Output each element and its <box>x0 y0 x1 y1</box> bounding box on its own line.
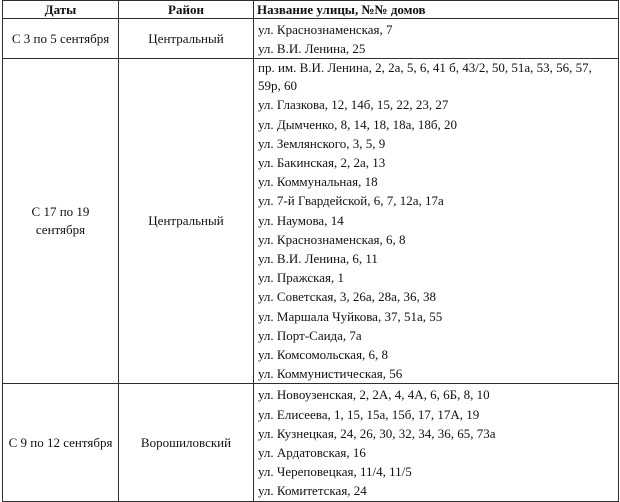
district-cell: Центральный <box>119 19 254 59</box>
dates-cell: С 3 по 5 сентября <box>3 19 119 59</box>
header-district: Район <box>119 1 254 19</box>
header-streets: Название улицы, №№ домов <box>254 1 619 19</box>
dates-cell: С 9 по 12 сентября <box>3 384 119 501</box>
table-row <box>3 19 619 59</box>
street-item: ул. Наумова, 14 <box>258 212 344 228</box>
street-item: ул. Коммунистическая, 56 <box>258 366 403 382</box>
table-row <box>3 384 619 501</box>
table-row <box>3 59 619 384</box>
street-item: ул. Советская, 3, 26а, 28а, 36, 38 <box>258 289 436 305</box>
header-dates: Даты <box>3 1 119 19</box>
street-item: ул. В.И. Ленина, 6, 11 <box>258 251 378 267</box>
street-item: ул. Краснознаменская, 6, 8 <box>258 231 406 247</box>
street-item: пр. им. В.И. Ленина, 2, 2а, 5, 6, 41 б, 43/2, 50, 51а, 53, 56, 57, 59р, 60 <box>258 60 592 94</box>
streets-cell <box>254 384 619 501</box>
street-item: ул. Елисеева, 1, 15, 15а, 15б, 17, 17А, 19 <box>258 406 480 422</box>
street-item: ул. Землянского, 3, 5, 9 <box>258 135 386 151</box>
street-item: ул. Череповецкая, 11/4, 11/5 <box>258 464 412 480</box>
street-item: ул. 7-й Гвардейской, 6, 7, 12а, 17а <box>258 193 444 209</box>
district-cell: Центральный <box>119 59 254 384</box>
street-item: ул. Комсомольская, 6, 8 <box>258 347 389 363</box>
street-item: ул. Глазкова, 12, 14б, 15, 22, 23, 27 <box>258 97 449 113</box>
street-item: ул. Маршала Чуйкова, 37, 51а, 55 <box>258 308 443 324</box>
streets-cell <box>254 59 619 384</box>
street-item: ул. Пражская, 1 <box>258 270 344 286</box>
street-item: ул. Новоузенская, 2, 2А, 4, 4А, 6, 6Б, 8, 10 <box>258 387 490 403</box>
header-row <box>3 1 619 19</box>
street-item: ул. Комитетская, 24 <box>258 483 367 499</box>
street-item: ул. Дымченко, 8, 14, 18, 18а, 18б, 20 <box>258 116 458 132</box>
street-item: ул. Ардатовская, 16 <box>258 445 366 461</box>
schedule-table <box>2 0 619 502</box>
street-item: ул. Краснознаменская, 7 <box>258 22 393 37</box>
street-item: ул. В.И. Ленина, 25 <box>258 41 366 57</box>
street-item: ул. Коммунальная, 18 <box>258 174 378 190</box>
street-item: ул. Бакинская, 2, 2а, 13 <box>258 155 386 171</box>
district-cell: Ворошиловский <box>119 384 254 501</box>
streets-cell <box>254 19 619 59</box>
street-item: ул. Порт-Саида, 7а <box>258 327 362 343</box>
street-item: ул. Кузнецкая, 24, 26, 30, 32, 34, 36, 65, 73а <box>258 425 496 441</box>
dates-cell: С 17 по 19 сентября <box>3 59 119 384</box>
